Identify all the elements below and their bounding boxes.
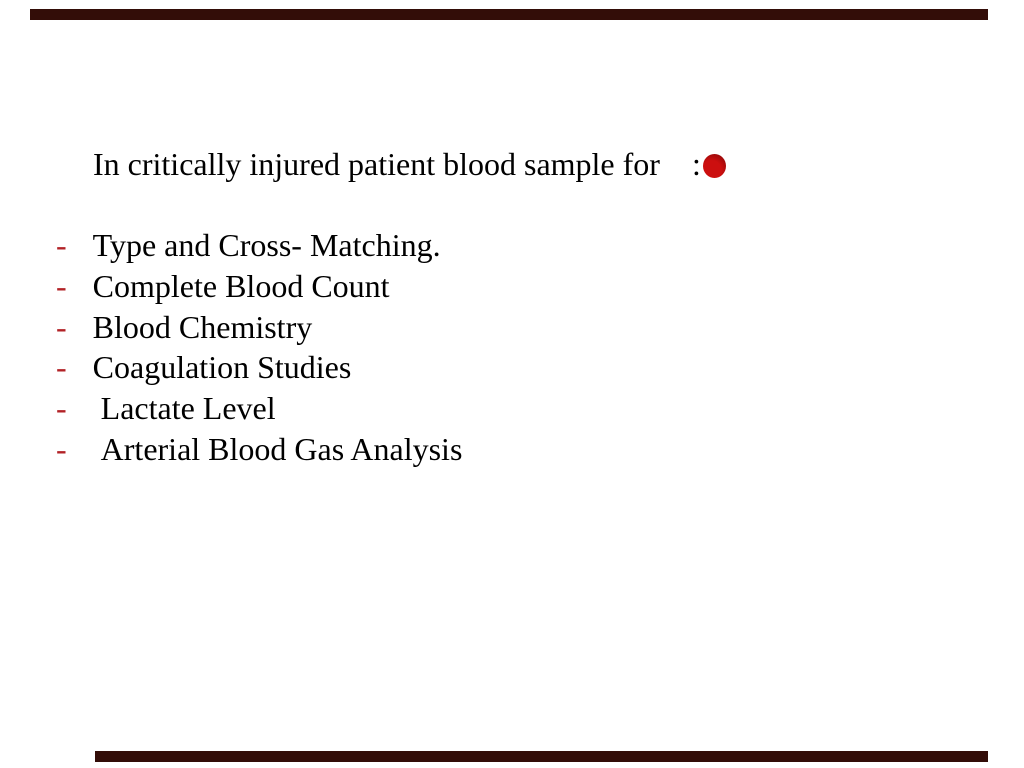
list-item-label: Arterial Blood Gas Analysis	[100, 430, 463, 467]
list-item	[45, 347, 945, 388]
slide-title-text: In critically injured patient blood sample for :	[93, 145, 701, 182]
slide-title	[45, 103, 945, 225]
list-item-label: Complete Blood Count	[92, 267, 390, 304]
dash-marker-icon: -	[56, 267, 67, 304]
bottom-accent-bar	[95, 751, 988, 762]
dash-marker-icon: -	[56, 349, 67, 386]
dash-marker-icon: -	[56, 227, 67, 264]
list-item	[45, 307, 945, 348]
slide-body	[45, 103, 945, 469]
list-item	[45, 429, 945, 470]
list-item-label: Lactate Level	[100, 389, 276, 426]
top-accent-bar	[30, 9, 988, 20]
dash-marker-icon: -	[56, 430, 67, 467]
bullet-list	[45, 225, 945, 469]
list-item	[45, 266, 945, 307]
list-item-label: Coagulation Studies	[92, 349, 352, 386]
dash-marker-icon: -	[56, 389, 67, 426]
list-item-label: Type and Cross- Matching.	[92, 227, 441, 264]
list-item-label: Blood Chemistry	[92, 308, 313, 345]
list-item	[45, 388, 945, 429]
red-circle-bullet-icon	[703, 154, 726, 178]
list-item	[45, 225, 945, 266]
dash-marker-icon: -	[56, 308, 67, 345]
